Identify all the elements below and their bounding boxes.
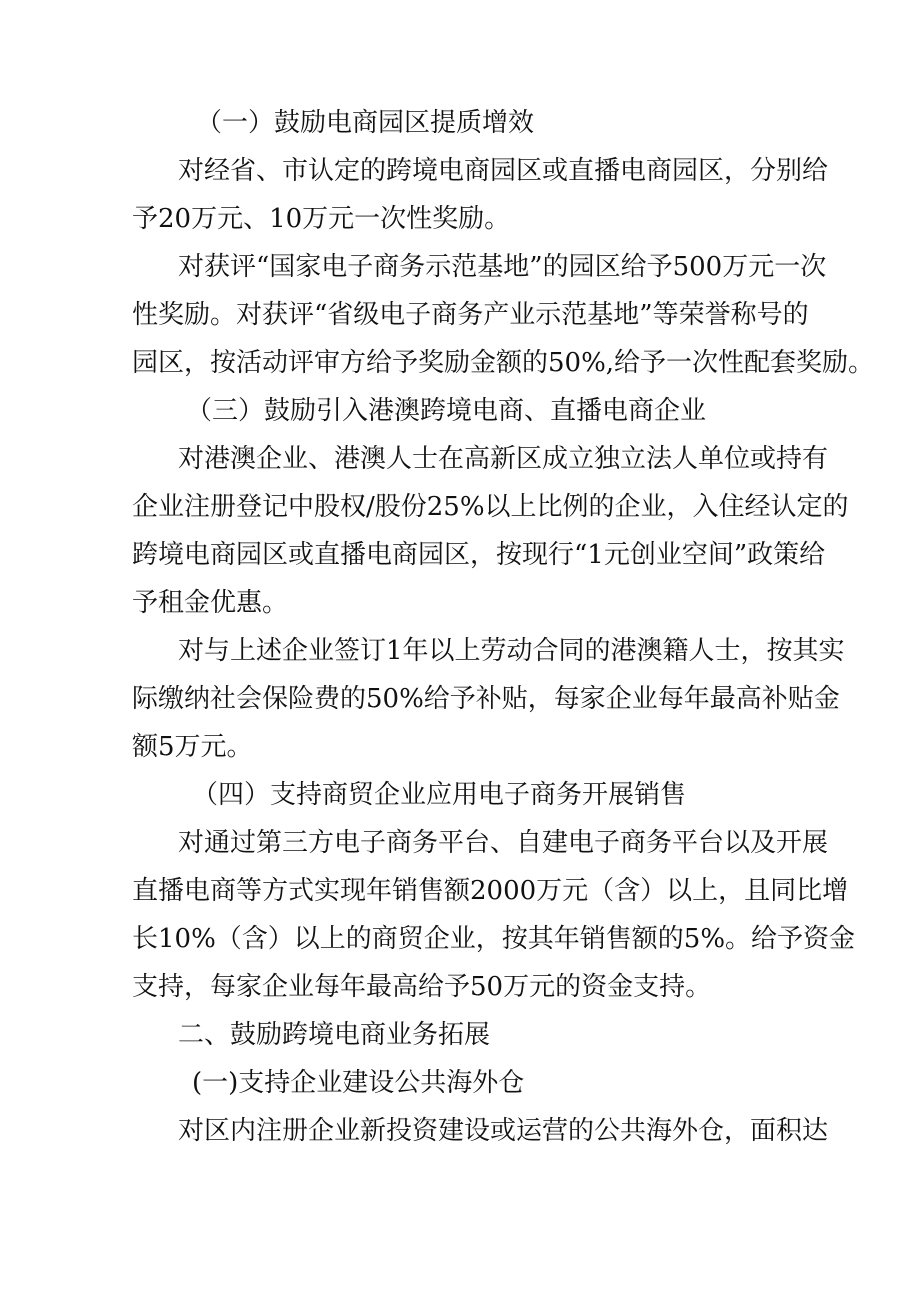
- paragraph-line: 长10%（含）以上的商贸企业，按其年销售额的5%。给予资金: [132, 924, 856, 954]
- paragraph-line: 对港澳企业、港澳人士在高新区成立独立法人单位或持有: [178, 444, 829, 474]
- paragraph-line: 额5万元。: [132, 732, 253, 762]
- heading-2: 二、鼓励跨境电商业务拓展: [178, 1020, 491, 1050]
- heading-1-4: （四）支持商贸企业应用电子商务开展销售: [192, 780, 687, 810]
- heading-1-3: （三）鼓励引入港澳跨境电商、直播电商企业: [186, 396, 707, 426]
- paragraph-line: 予20万元、10万元一次性奖励。: [132, 204, 511, 234]
- paragraph-line: 予租金优惠。: [132, 588, 289, 618]
- paragraph-line: 对通过第三方电子商务平台、自建电子商务平台以及开展: [178, 828, 829, 858]
- paragraph-line: 际缴纳社会保险费的50%给予补贴，每家企业每年最高补贴金: [132, 684, 840, 714]
- paragraph-line: 对获评“国家电子商务示范基地”的园区给予500万元一次: [178, 252, 827, 282]
- paragraph-line: 企业注册登记中股权/股份25%以上比例的企业，入住经认定的: [132, 492, 849, 522]
- paragraph-line: 直播电商等方式实现年销售额2000万元（含）以上，且同比增: [132, 876, 849, 906]
- paragraph-line: 对区内注册企业新投资建设或运营的公共海外仓，面积达: [178, 1116, 829, 1146]
- paragraph-line: 性奖励。对获评“省级电子商务产业示范基地”等荣誉称号的: [132, 300, 809, 330]
- heading-1-1: （一）鼓励电商园区提质增效: [196, 108, 535, 138]
- paragraph-line: 支持，每家企业每年最高给予50万元的资金支持。: [132, 972, 712, 1002]
- paragraph-line: 跨境电商园区或直播电商园区，按现行“1元创业空间”政策给: [132, 540, 826, 570]
- paragraph-line: 对与上述企业签订1年以上劳动合同的港澳籍人士，按其实: [178, 636, 845, 666]
- heading-2-1: (一)支持企业建设公共海外仓: [192, 1068, 525, 1098]
- paragraph-line: 园区，按活动评审方给予奖励金额的50%,给予一次性配套奖励。: [132, 348, 875, 378]
- paragraph-line: 对经省、市认定的跨境电商园区或直播电商园区，分别给: [178, 156, 829, 186]
